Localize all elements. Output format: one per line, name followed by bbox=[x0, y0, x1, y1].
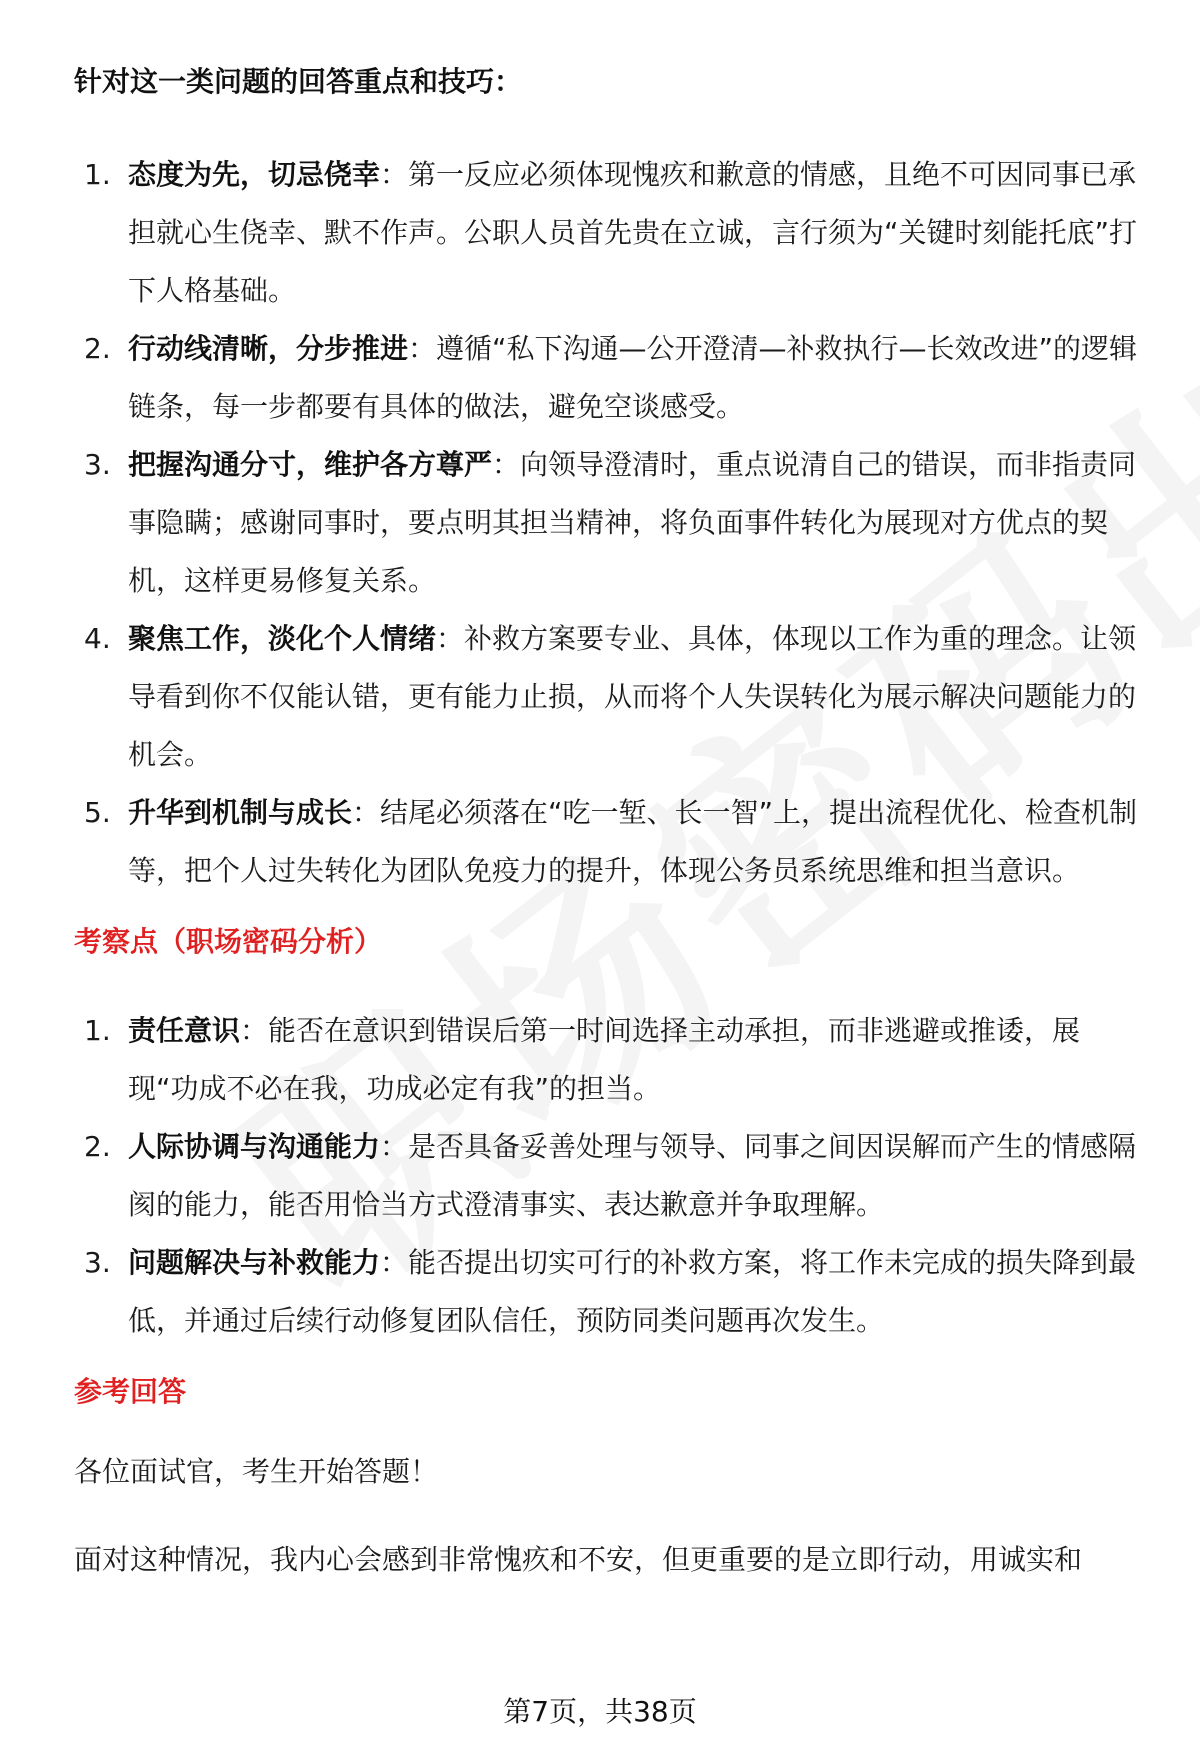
list-item-text: 能否在意识到错误后第一时间选择主动承担，而非逃避或推诿，展现“功成不必在我，功成必定有我”的担当。 bbox=[128, 1014, 1081, 1105]
answer-greeting: 各位面试官，考生开始答题！ bbox=[74, 1455, 439, 1488]
list-item-text: 第一反应必须体现愧疚和歉意的情感，且绝不可因同事已承担就心生侥幸、默不作声。公职人员首先贵在立诚，言行须为“关键时刻能托底”打下人格基础。 bbox=[128, 158, 1138, 307]
tips-list bbox=[74, 146, 1144, 900]
list-item-separator: ： bbox=[380, 158, 409, 191]
list-item-heading: 把握沟通分寸，维护各方尊严 bbox=[128, 448, 493, 481]
list-item-separator: ： bbox=[380, 1246, 409, 1279]
answer-paragraph: 面对这种情况，我内心会感到非常愧疚和不安，但更重要的是立即行动，用诚实和 bbox=[74, 1543, 1083, 1576]
list-item bbox=[74, 784, 1144, 900]
list-item-heading: 聚焦工作，淡化个人情绪 bbox=[128, 622, 437, 655]
list-item-separator: ： bbox=[408, 332, 437, 365]
list-item-separator: ： bbox=[436, 622, 465, 655]
document-content bbox=[74, 58, 1144, 1586]
section-title-assessment: 考察点（职场密码分析） bbox=[74, 925, 383, 958]
list-number: 1. bbox=[84, 1014, 111, 1047]
list-number: 2. bbox=[84, 1130, 111, 1163]
list-item-heading: 升华到机制与成长 bbox=[128, 796, 353, 829]
list-item-text: 向领导澄清时，重点说清自己的错误，而非指责同事隐瞒；感谢同事时，要点明其担当精神，将负面事件转化为展现对方优点的契机，这样更易修复关系。 bbox=[128, 448, 1137, 597]
list-item-heading: 责任意识 bbox=[128, 1014, 241, 1047]
list-number: 3. bbox=[84, 1246, 111, 1279]
page-number: 第7页，共38页 bbox=[503, 1695, 697, 1728]
list-item-separator: ： bbox=[492, 448, 521, 481]
list-item-text: 能否提出切实可行的补救方案，将工作未完成的损失降到最低，并通过后续行动修复团队信任，预防同类问题再次发生。 bbox=[128, 1246, 1137, 1337]
section-title-reference-answer: 参考回答 bbox=[74, 1375, 187, 1408]
list-item bbox=[74, 436, 1144, 610]
list-item bbox=[74, 1234, 1144, 1350]
list-item bbox=[74, 146, 1144, 320]
list-item-heading: 问题解决与补救能力 bbox=[128, 1246, 381, 1279]
list-item bbox=[74, 320, 1144, 436]
list-number: 2. bbox=[84, 332, 111, 365]
list-item bbox=[74, 1002, 1144, 1118]
list-number: 3. bbox=[84, 448, 111, 481]
list-item-heading: 人际协调与沟通能力 bbox=[128, 1130, 381, 1163]
section-title-tips: 针对这一类问题的回答重点和技巧： bbox=[74, 65, 523, 98]
list-item-separator: ： bbox=[352, 796, 381, 829]
assessment-list bbox=[74, 1002, 1144, 1350]
list-item bbox=[74, 1118, 1144, 1234]
list-item-text: 遵循“私下沟通—公开澄清—补救执行—长效改进”的逻辑链条，每一步都要有具体的做法，避免空谈感受。 bbox=[128, 332, 1138, 423]
list-item-heading: 行动线清晰，分步推进 bbox=[128, 332, 409, 365]
list-number: 5. bbox=[84, 796, 111, 829]
list-item bbox=[74, 610, 1144, 784]
list-number: 1. bbox=[84, 158, 111, 191]
list-item-separator: ： bbox=[240, 1014, 269, 1047]
list-item-separator: ： bbox=[380, 1130, 409, 1163]
list-item-heading: 态度为先，切忌侥幸 bbox=[128, 158, 381, 191]
list-item-text: 结尾必须落在“吃一堑、长一智”上，提出流程优化、检查机制等，把个人过失转化为团队免疫力的提升，体现公务员系统思维和担当意识。 bbox=[128, 796, 1138, 887]
list-item-text: 是否具备妥善处理与领导、同事之间因误解而产生的情感隔阂的能力，能否用恰当方式澄清事实、表达歉意并争取理解。 bbox=[128, 1130, 1137, 1221]
list-number: 4. bbox=[84, 622, 111, 655]
list-item-text: 补救方案要专业、具体，体现以工作为重的理念。让领导看到你不仅能认错，更有能力止损，从而将个人失误转化为展示解决问题能力的机会。 bbox=[128, 622, 1137, 771]
